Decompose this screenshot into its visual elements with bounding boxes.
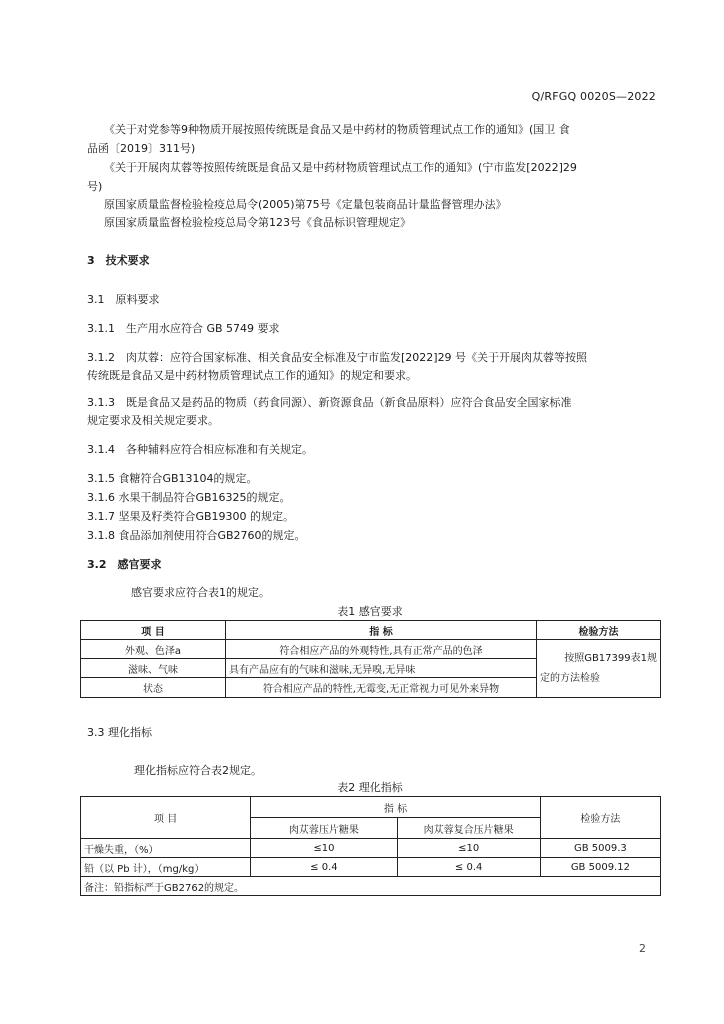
t1-row2-item: 滋味、气味: [81, 659, 226, 678]
t2-row2-method: GB 5009.12: [540, 858, 660, 877]
item-3-1-3: 3.1.3 既是食品又是药品的物质（药食同源）、新资源食品（新食品原料）应符合食品安全国家标准: [87, 396, 572, 409]
item-3-1-3-cont: 规定要求及相关规定要求。: [87, 414, 219, 427]
ref-line-4: 号): [87, 180, 103, 193]
t1-method-line-1: 按照GB17399表1规: [564, 652, 657, 664]
t2-row2-val2: ≤ 0.4: [397, 858, 540, 877]
t1-header-index: 指 标: [226, 621, 537, 640]
physchem-table: [80, 796, 661, 896]
t2-row1-method: GB 5009.3: [540, 839, 660, 858]
t2-note: 备注：铅指标严于GB2762的规定。: [81, 877, 661, 896]
doc-code: Q/RFGQ 0020S—2022: [531, 90, 656, 103]
t1-row1-index: 符合相应产品的外观特性,具有正常产品的色泽: [226, 640, 537, 659]
item-3-1-7: 3.1.7 坚果及籽类符合GB19300 的规定。: [87, 510, 295, 523]
t2-row1-item: 干燥失重，（%）: [81, 839, 251, 858]
table-1-caption: 表1 感官要求: [337, 605, 403, 618]
page-number: 2: [639, 942, 646, 955]
item-3-1-8: 3.1.8 食品添加剂使用符合GB2760的规定。: [87, 529, 306, 542]
section-3-2-title: 3.2 感官要求: [87, 558, 162, 571]
t1-row2-index: 具有产品应有的气味和滋味,无异嗅,无异味: [226, 659, 537, 678]
t2-header-item: 项 目: [81, 797, 251, 839]
ref-line-1: 《关于对党参等9种物质开展按照传统既是食品又是中药材的物质管理试点工作的通知》(国卫 食: [104, 123, 570, 136]
sensory-intro: 感官要求应符合表1的规定。: [131, 586, 270, 599]
item-3-1-4: 3.1.4 各种辅料应符合相应标准和有关规定。: [87, 443, 313, 456]
t2-header-method: 检验方法: [540, 797, 660, 839]
t2-row1-val1: ≤10: [251, 839, 397, 858]
ref-line-3: 《关于开展肉苁蓉等按照传统既是食品又是中药材物质管理试点工作的通知》(宁市监发[2022]29: [104, 161, 577, 174]
t2-row2-val1: ≤ 0.4: [251, 858, 397, 877]
section-3-3-title: 3.3 理化指标: [87, 726, 152, 739]
physchem-intro: 理化指标应符合表2规定。: [134, 764, 262, 777]
sensory-table: [80, 620, 661, 698]
t2-header-sub1: 肉苁蓉压片糖果: [251, 818, 397, 839]
t1-row1-item: 外观、色泽a: [81, 640, 226, 659]
item-3-1-2: 3.1.2 肉苁蓉：应符合国家标准、相关食品安全标准及宁市监发[2022]29 号《关于开展肉苁蓉等按照: [87, 351, 588, 364]
t2-header-index: 指 标: [251, 797, 540, 818]
t1-header-item: 项 目: [81, 621, 226, 640]
section-3-title: 3 技术要求: [87, 254, 150, 267]
t1-row3-item: 状态: [81, 678, 226, 698]
t1-method-line-2: 定的方法检验: [540, 672, 600, 684]
t2-row1-val2: ≤10: [397, 839, 540, 858]
item-3-1-1: 3.1.1 生产用水应符合 GB 5749 要求: [87, 322, 280, 335]
item-3-1-5: 3.1.5 食糖符合GB13104的规定。: [87, 472, 258, 485]
ref-line-6: 原国家质量监督检验检疫总局令第123号《食品标识管理规定》: [104, 216, 411, 229]
t1-row3-index: 符合相应产品的特性,无霉变,无正常视力可见外来异物: [226, 678, 537, 698]
t1-header-method: 检验方法: [537, 621, 661, 640]
item-3-1-2-cont: 传统既是食品又是中药材物质管理试点工作的通知》的规定和要求。: [87, 369, 417, 382]
table-2-caption: 表2 理化指标: [337, 781, 403, 794]
item-3-1-6: 3.1.6 水果干制品符合GB16325的规定。: [87, 491, 291, 504]
section-3-1-title: 3.1 原料要求: [87, 293, 160, 306]
ref-line-5: 原国家质量监督检验检疫总局令(2005)第75号《定量包装商品计量监督管理办法》: [104, 198, 507, 211]
t2-header-sub2: 肉苁蓉复合压片糖果: [397, 818, 540, 839]
ref-line-2: 品函〔2019〕311号): [87, 142, 196, 155]
t2-row2-item: 铅（以 Pb 计），（mg/kg）: [81, 858, 251, 877]
t1-method: [537, 640, 661, 698]
